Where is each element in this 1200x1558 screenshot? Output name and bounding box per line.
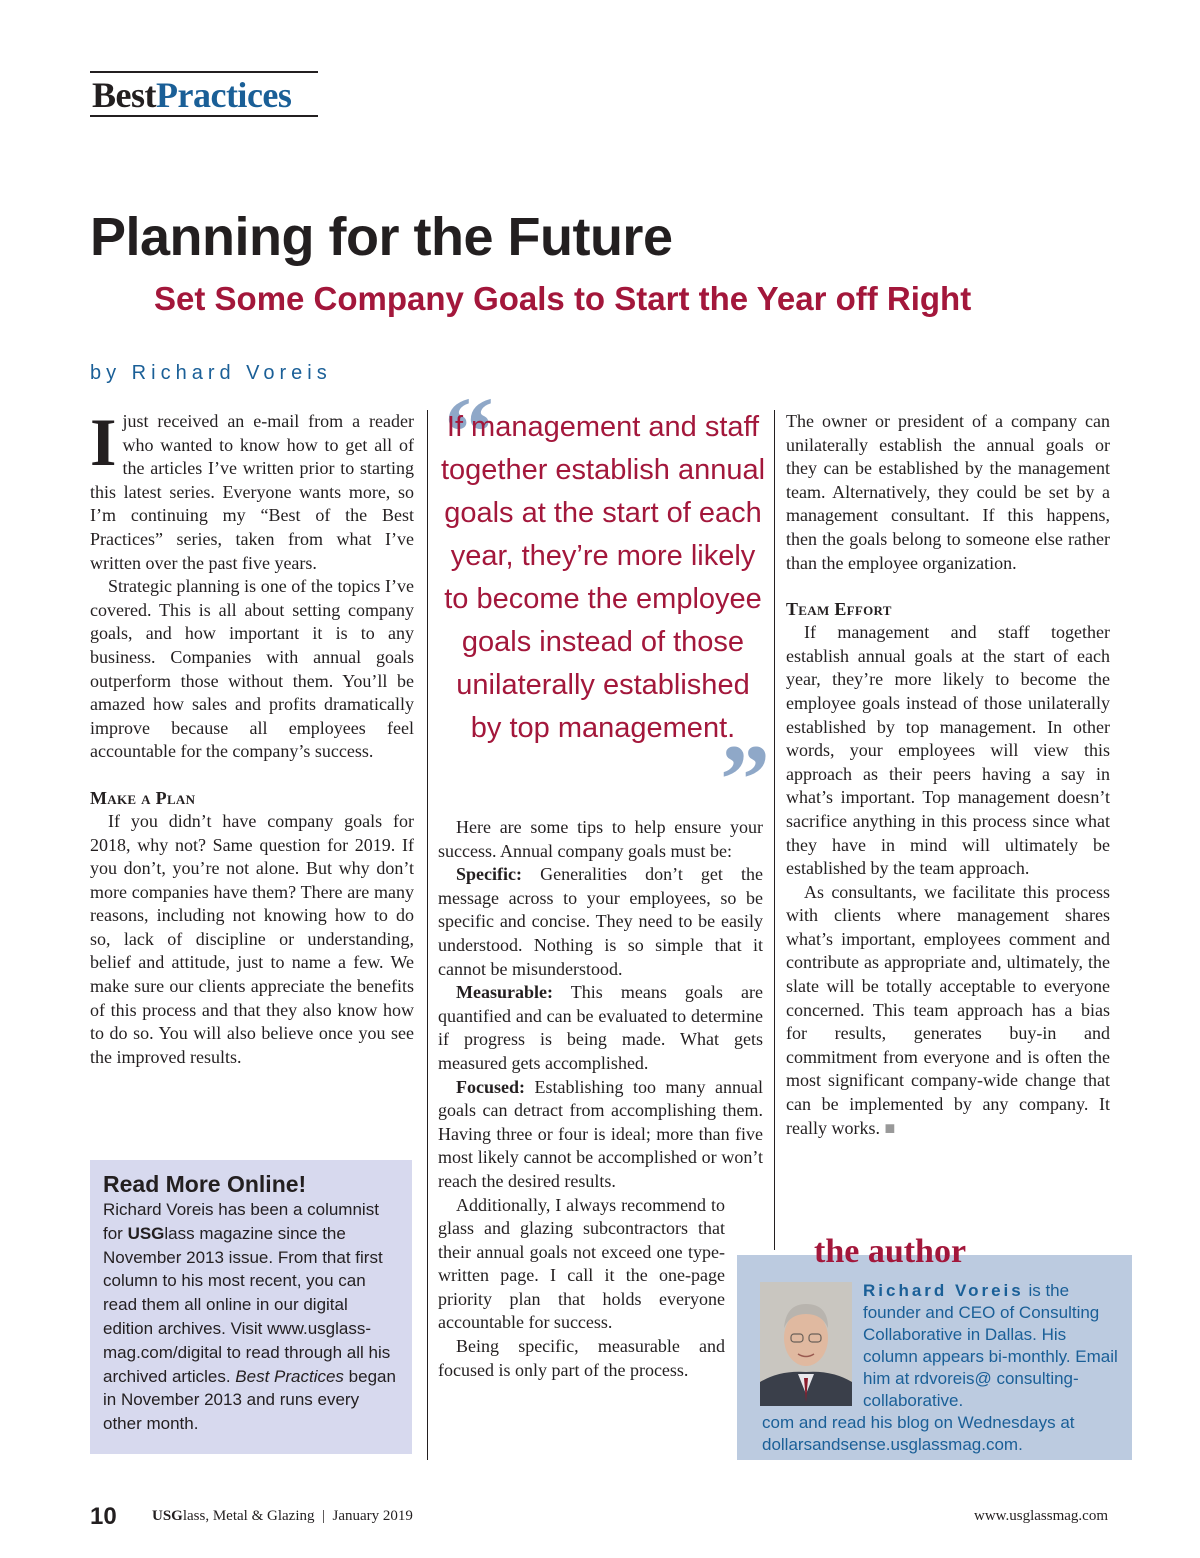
section-label: [92, 75, 291, 115]
column-divider: [774, 410, 775, 1250]
section-heading: Make a Plan: [90, 787, 196, 808]
paragraph: [438, 981, 763, 1075]
paragraph: [438, 1076, 763, 1194]
paragraph-text: Generalities don’t get the message across to your employees, so be specific and concise. They need to be easily understood. Nothing is so simple that it cannot be misunderstood.: [438, 864, 763, 979]
publication-issue: lass, Metal & Glazing | January 2019: [182, 1508, 413, 1524]
author-bio: [863, 1280, 1125, 1412]
open-quote-icon: “: [444, 376, 494, 487]
paragraph: [438, 863, 763, 981]
author-bio-continued: com and read his blog on Wednesdays at dollarsandsense.usglassmag.com.: [762, 1413, 1075, 1454]
read-more-title: Read More Online!: [103, 1171, 307, 1197]
read-more-brand: USG: [127, 1223, 165, 1243]
section-rule-bottom: [90, 115, 318, 117]
section-heading: Team Effort: [786, 599, 892, 620]
paragraph: [90, 404, 414, 575]
paragraph: The owner or president of a company can unilaterally establish the annual goals or they can be established by the management team. Alternatively, they could be set by a management consultant. If this happens, then the goals belong to someone else rather than the employee organization.: [786, 411, 1110, 573]
paragraph: If you didn’t have company goals for 2018, why not? Same question for 2019. If you don’t, you’re not alone. But why don’t more companies have them? There are many reasons, including not knowing how to do so, lack of discipline or understanding, belief and attitude, just to name a few. We make sure our clients appreciate the benefits of this process and that they also know how to do so. You will also believe once you see the improved results.: [90, 810, 414, 1067]
paragraph-text: As consultants, we facilitate this process with clients where management shares what’s important, employees comment and contribute as appropriate and, ultimately, the slate will be totally acceptable to everyone concerned. This team approach has a bias for results, generates buy-in and commitment from everyone and is often the most significant company-wide change that can be implemented by any company. It really works.: [786, 881, 1110, 1138]
paragraph: Being specific, measurable and focused is only part of the process.: [438, 1336, 725, 1380]
paragraph: Strategic planning is one of the topics I’ve covered. This is all about setting company goals, and how important it is to any business. Companies with annual goals outperform those without them. You’ll be amazed how sales and profits dramatically improve because all employees feel accountable for the company’s success.: [90, 576, 414, 762]
run-in-heading: Focused:: [456, 1076, 525, 1097]
paragraph: [786, 881, 1110, 1141]
footer-url: www.usglassmag.com: [973, 1508, 1108, 1524]
pull-quote: If management and staff together establish annual goals at the start of each year, they’re more likely to become the employee goals instead of those unilaterally established by top management.: [440, 411, 766, 744]
column-3: [786, 410, 1110, 1140]
run-in-heading: Specific:: [456, 864, 522, 885]
read-more-column-name: Best Practices: [235, 1366, 344, 1386]
paragraph-text: Establishing too many annual goals can detract from accomplishing them. Having three or four is ideal; more than five most likely cannot be accomplished or won’t reach the desired results.: [438, 1076, 763, 1191]
article-title: Planning for the Future: [90, 207, 673, 267]
paragraph: Here are some tips to help ensure your success. Annual company goals must be:: [438, 817, 763, 861]
read-more-box: [90, 1160, 412, 1454]
byline: by Richard Voreis: [90, 362, 332, 384]
author-photo: [760, 1282, 852, 1406]
article-subtitle: Set Some Company Goals to Start the Year off Right: [154, 280, 972, 317]
drop-cap: I: [90, 404, 117, 480]
paragraph: If management and staff together establish annual goals at the start of each year, they’re more likely to become the employee goals instead of those unilaterally established by top management. In other words, your employees will view this approach as their peers having a say in what’s important. Top management doesn’t sacrifice anything in this process since what they have in mind will ultimately be established by the team approach.: [786, 622, 1110, 879]
section-label-word2: Practices: [156, 75, 292, 115]
end-mark-icon: ■: [884, 1117, 896, 1138]
read-more-body: [103, 1198, 400, 1436]
author-bio-text: is the founder and CEO of Consulting Collaborative in Dallas. His column appears bi-monthly. Email him at rdvoreis@ consulting-collaborative.: [863, 1281, 1118, 1410]
run-in-heading: Measurable:: [456, 982, 553, 1003]
column-2: [438, 816, 763, 1382]
publication-info: [152, 1508, 413, 1525]
paragraph-text: This means goals are quantified and can be evaluated to determine if progress is being made. What gets measured gets accomplished.: [438, 982, 763, 1073]
read-more-text: lass magazine since the November 2013 issue. From that first column to his most recent, you can read them all online in our digital edition archives. Visit www.usglass-mag.com/digital to read through all his archived articles.: [103, 1223, 391, 1386]
page-number: 10: [90, 1503, 117, 1530]
paragraph: Additionally, I always recommend to glass and glazing subcontractors that their annual goals not exceed one type-written page. I call it the one-page priority plan that holds everyone accountable for success.: [438, 1194, 725, 1333]
section-label-word1: Best: [92, 75, 156, 115]
section-rule-top: [90, 71, 318, 73]
paragraph-text: just received an e-mail from a reader who wanted to know how to get all of the articles I’ve written prior to starting this latest series. Everyone wants more, so I’m continuing my “Best of the Best Practices” series, taken from what I’ve written over the past five years.: [90, 411, 414, 573]
column-divider: [427, 410, 428, 1460]
column-1: [90, 404, 414, 1069]
close-quote-icon: ”: [720, 724, 770, 835]
publication-brand: USG: [152, 1508, 183, 1524]
author-name: Richard Voreis: [863, 1281, 1024, 1300]
read-more-text: began in November 2013 and runs every other month.: [103, 1366, 396, 1434]
author-heading: the author: [814, 1233, 967, 1270]
read-more-text: Richard Voreis has been a columnist for: [103, 1200, 379, 1243]
